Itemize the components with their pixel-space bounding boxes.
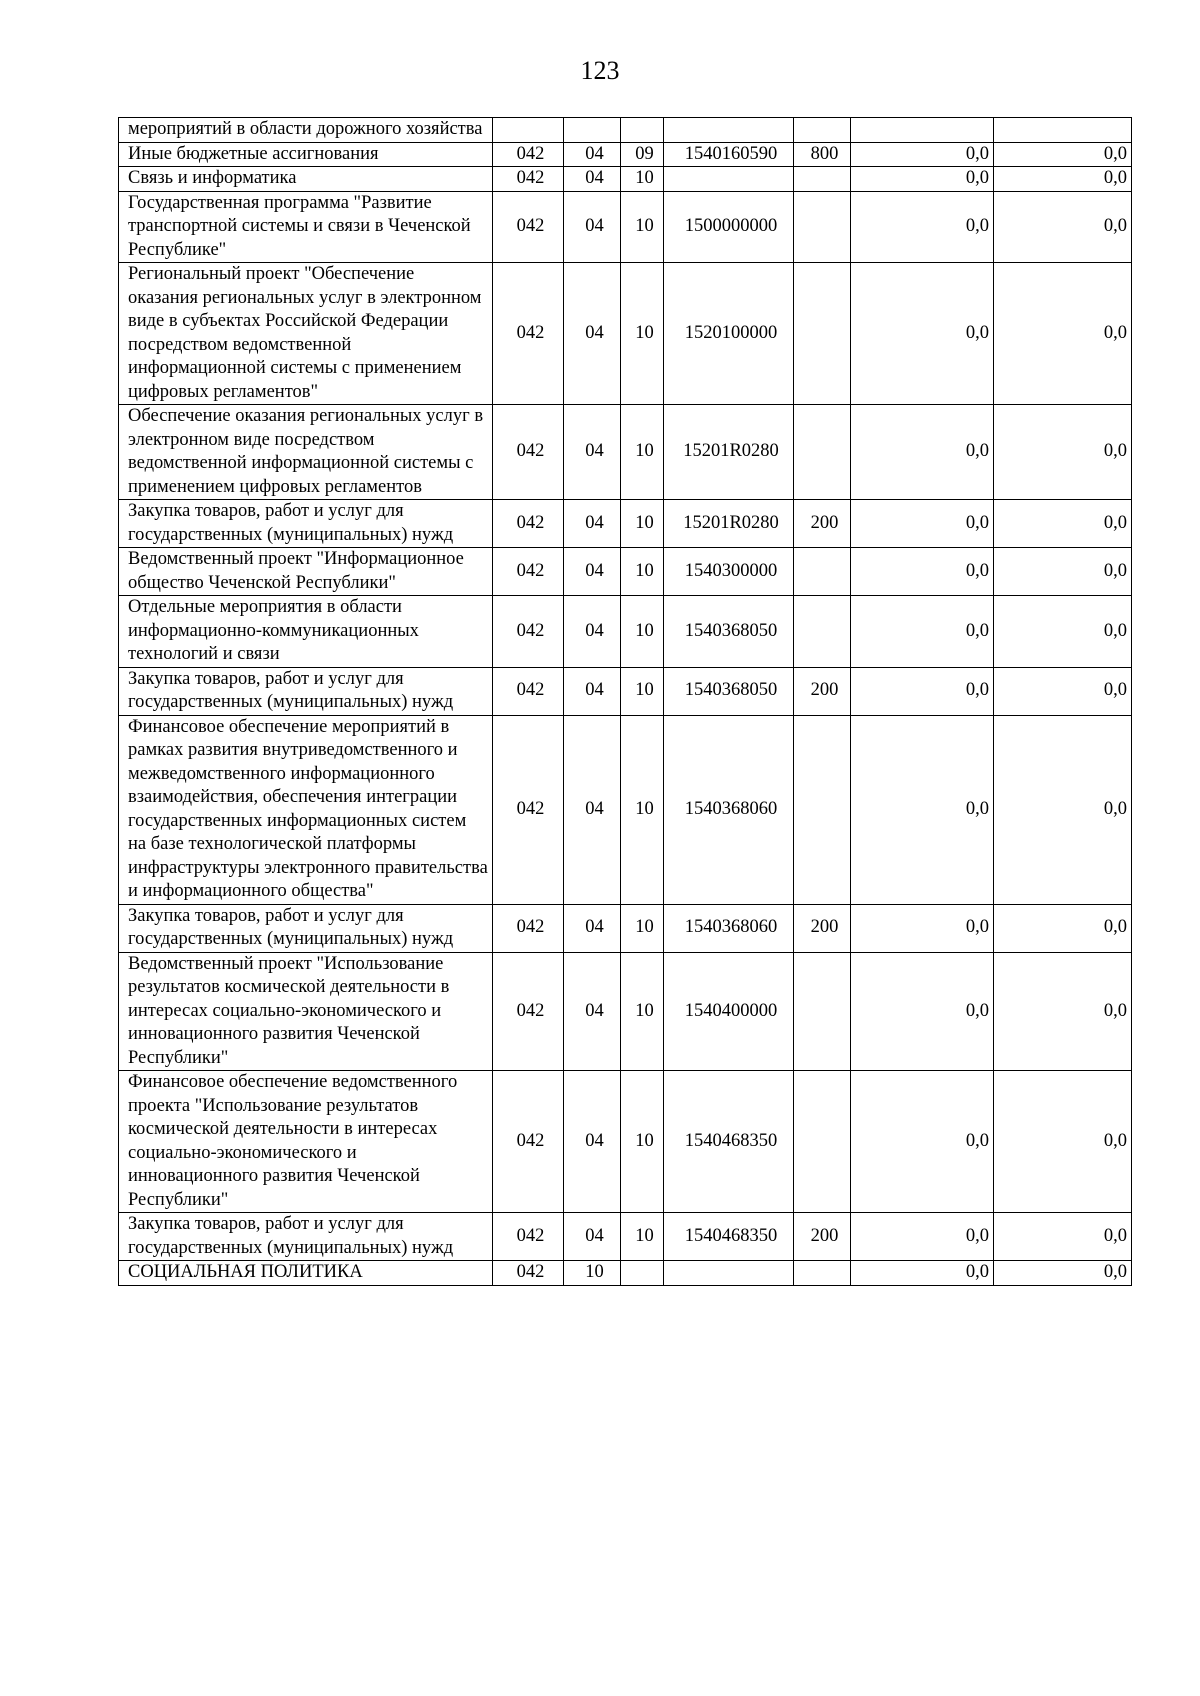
row-section: 04 — [564, 715, 621, 904]
row-sum-2: 0,0 — [994, 1261, 1132, 1286]
row-section: 04 — [564, 167, 621, 192]
row-grbs: 042 — [493, 142, 564, 167]
row-sum-2: 0,0 — [994, 500, 1132, 548]
row-grbs: 042 — [493, 167, 564, 192]
row-sum-1: 0,0 — [851, 405, 994, 500]
row-sum-1: 0,0 — [851, 263, 994, 405]
row-grbs: 042 — [493, 1261, 564, 1286]
row-name: Государственная программа "Развитие транспортной системы и связи в Чеченской Республике" — [119, 191, 493, 263]
row-sum-2 — [994, 118, 1132, 143]
row-subsection: 10 — [621, 191, 664, 263]
row-target-code: 1540400000 — [664, 952, 794, 1071]
row-subsection — [621, 1261, 664, 1286]
row-grbs: 042 — [493, 596, 564, 668]
row-expense-type — [794, 952, 851, 1071]
row-subsection: 10 — [621, 904, 664, 952]
row-expense-type — [794, 1071, 851, 1213]
row-target-code — [664, 118, 794, 143]
row-subsection: 10 — [621, 952, 664, 1071]
row-section: 04 — [564, 667, 621, 715]
row-name: Ведомственный проект "Информационное общество Чеченской Республики" — [119, 548, 493, 596]
row-expense-type — [794, 548, 851, 596]
row-sum-1: 0,0 — [851, 548, 994, 596]
row-section: 04 — [564, 405, 621, 500]
row-subsection: 10 — [621, 167, 664, 192]
row-sum-2: 0,0 — [994, 1071, 1132, 1213]
table-row — [119, 667, 1132, 715]
table-row — [119, 1071, 1132, 1213]
row-section: 04 — [564, 142, 621, 167]
table-row — [119, 1213, 1132, 1261]
row-subsection: 10 — [621, 1213, 664, 1261]
row-target-code: 1540368060 — [664, 904, 794, 952]
row-expense-type — [794, 191, 851, 263]
row-section: 04 — [564, 263, 621, 405]
row-name: Обеспечение оказания региональных услуг в электронном виде посредством ведомственной информационной системы с применением цифровых регламентов — [119, 405, 493, 500]
row-sum-2: 0,0 — [994, 952, 1132, 1071]
row-sum-2: 0,0 — [994, 596, 1132, 668]
row-sum-2: 0,0 — [994, 715, 1132, 904]
row-name: Ведомственный проект "Использование результатов космической деятельности в интересах социально-экономического и инновационного развития Чеченской Республики" — [119, 952, 493, 1071]
row-section — [564, 118, 621, 143]
row-section: 04 — [564, 952, 621, 1071]
row-sum-1: 0,0 — [851, 191, 994, 263]
row-target-code: 1540300000 — [664, 548, 794, 596]
row-target-code: 1540368050 — [664, 596, 794, 668]
row-sum-2: 0,0 — [994, 191, 1132, 263]
row-sum-2: 0,0 — [994, 263, 1132, 405]
row-sum-1: 0,0 — [851, 142, 994, 167]
row-sum-2: 0,0 — [994, 142, 1132, 167]
row-grbs: 042 — [493, 667, 564, 715]
row-grbs: 042 — [493, 500, 564, 548]
table-row — [119, 596, 1132, 668]
row-name: Закупка товаров, работ и услуг для государственных (муниципальных) нужд — [119, 667, 493, 715]
row-section: 04 — [564, 904, 621, 952]
row-grbs: 042 — [493, 263, 564, 405]
row-name: Связь и информатика — [119, 167, 493, 192]
row-expense-type — [794, 167, 851, 192]
row-target-code: 15201R0280 — [664, 500, 794, 548]
row-name: Региональный проект "Обеспечение оказания региональных услуг в электронном виде в субъектах Российской Федерации посредством ведомственной информационной системы с применением цифровых регламентов" — [119, 263, 493, 405]
row-target-code: 1540160590 — [664, 142, 794, 167]
row-grbs: 042 — [493, 191, 564, 263]
row-expense-type: 200 — [794, 904, 851, 952]
row-expense-type — [794, 118, 851, 143]
row-section: 04 — [564, 191, 621, 263]
row-expense-type — [794, 596, 851, 668]
row-subsection: 10 — [621, 667, 664, 715]
row-subsection: 10 — [621, 405, 664, 500]
row-sum-1: 0,0 — [851, 715, 994, 904]
row-target-code: 15201R0280 — [664, 405, 794, 500]
row-expense-type: 200 — [794, 667, 851, 715]
row-sum-1: 0,0 — [851, 667, 994, 715]
row-expense-type — [794, 405, 851, 500]
row-sum-2: 0,0 — [994, 405, 1132, 500]
row-target-code: 1540368050 — [664, 667, 794, 715]
table-row — [119, 405, 1132, 500]
row-expense-type — [794, 715, 851, 904]
row-sum-1: 0,0 — [851, 1071, 994, 1213]
row-sum-2: 0,0 — [994, 1213, 1132, 1261]
row-sum-2: 0,0 — [994, 667, 1132, 715]
row-name: Финансовое обеспечение ведомственного проекта "Использование результатов космической деятельности в интересах социально-экономического и инновационного развития Чеченской Республики" — [119, 1071, 493, 1213]
row-section: 04 — [564, 1071, 621, 1213]
row-sum-2: 0,0 — [994, 904, 1132, 952]
row-subsection: 10 — [621, 715, 664, 904]
row-section: 04 — [564, 500, 621, 548]
page-number: 123 — [580, 56, 620, 85]
row-subsection: 10 — [621, 500, 664, 548]
row-expense-type — [794, 263, 851, 405]
row-expense-type: 200 — [794, 500, 851, 548]
row-grbs: 042 — [493, 548, 564, 596]
row-expense-type — [794, 1261, 851, 1286]
table-row — [119, 500, 1132, 548]
row-target-code — [664, 1261, 794, 1286]
row-subsection — [621, 118, 664, 143]
row-sum-1 — [851, 118, 994, 143]
row-sum-1: 0,0 — [851, 952, 994, 1071]
row-target-code — [664, 167, 794, 192]
row-grbs: 042 — [493, 1071, 564, 1213]
row-sum-1: 0,0 — [851, 167, 994, 192]
row-grbs: 042 — [493, 904, 564, 952]
row-target-code: 1520100000 — [664, 263, 794, 405]
row-grbs: 042 — [493, 1213, 564, 1261]
row-sum-1: 0,0 — [851, 596, 994, 668]
row-target-code: 1540468350 — [664, 1071, 794, 1213]
row-name: Закупка товаров, работ и услуг для государственных (муниципальных) нужд — [119, 1213, 493, 1261]
row-target-code: 1540468350 — [664, 1213, 794, 1261]
row-sum-1: 0,0 — [851, 904, 994, 952]
row-subsection: 10 — [621, 596, 664, 668]
row-sum-2: 0,0 — [994, 548, 1132, 596]
table-row — [119, 715, 1132, 904]
row-sum-2: 0,0 — [994, 167, 1132, 192]
row-grbs — [493, 118, 564, 143]
table-row — [119, 548, 1132, 596]
row-target-code: 1540368060 — [664, 715, 794, 904]
table-row — [119, 118, 1132, 143]
table-row — [119, 263, 1132, 405]
row-section: 04 — [564, 548, 621, 596]
budget-table — [118, 117, 1132, 1286]
row-section: 04 — [564, 596, 621, 668]
row-sum-1: 0,0 — [851, 1261, 994, 1286]
row-target-code: 1500000000 — [664, 191, 794, 263]
row-expense-type: 800 — [794, 142, 851, 167]
row-section: 04 — [564, 1213, 621, 1261]
row-name: Отдельные мероприятия в области информационно-коммуникационных технологий и связи — [119, 596, 493, 668]
row-name: Закупка товаров, работ и услуг для государственных (муниципальных) нужд — [119, 904, 493, 952]
row-expense-type: 200 — [794, 1213, 851, 1261]
row-name: Иные бюджетные ассигнования — [119, 142, 493, 167]
row-grbs: 042 — [493, 405, 564, 500]
row-name: Финансовое обеспечение мероприятий в рамках развития внутриведомственного и межведомственного информационного взаимодействия, обеспечения интеграции государственных информационных систем на базе технологической платформы инфраструктуры электронного правительства и информационного общества" — [119, 715, 493, 904]
row-grbs: 042 — [493, 715, 564, 904]
row-subsection: 10 — [621, 548, 664, 596]
row-subsection: 10 — [621, 1071, 664, 1213]
row-sum-1: 0,0 — [851, 500, 994, 548]
row-sum-1: 0,0 — [851, 1213, 994, 1261]
table-row — [119, 142, 1132, 167]
table-row — [119, 167, 1132, 192]
row-name: мероприятий в области дорожного хозяйства — [119, 118, 493, 143]
row-name: СОЦИАЛЬНАЯ ПОЛИТИКА — [119, 1261, 493, 1286]
table-row — [119, 952, 1132, 1071]
row-section: 10 — [564, 1261, 621, 1286]
table-row — [119, 1261, 1132, 1286]
row-subsection: 10 — [621, 263, 664, 405]
row-name: Закупка товаров, работ и услуг для государственных (муниципальных) нужд — [119, 500, 493, 548]
table-body — [119, 118, 1132, 1286]
table-row — [119, 191, 1132, 263]
table-row — [119, 904, 1132, 952]
row-subsection: 09 — [621, 142, 664, 167]
row-grbs: 042 — [493, 952, 564, 1071]
